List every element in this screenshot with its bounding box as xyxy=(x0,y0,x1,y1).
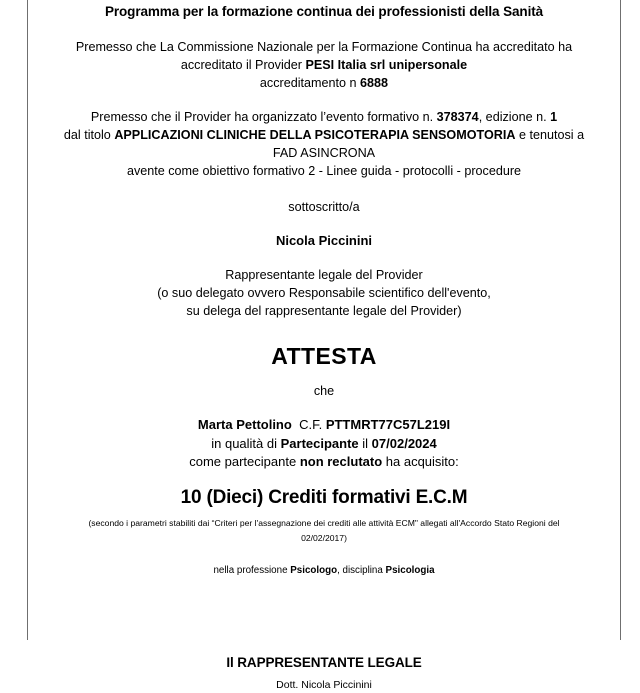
spacer xyxy=(34,92,614,108)
signer-role-line-2: (o suo delegato ovvero Responsabile scientifico dell'evento, xyxy=(157,286,491,300)
spacer xyxy=(34,578,614,636)
discipline-prefix: , disciplina xyxy=(337,564,386,576)
fiscal-code: PTTMRT77C57L219I xyxy=(325,417,451,432)
spacer xyxy=(34,370,614,382)
event-line-1 xyxy=(34,108,614,126)
quality-role: Partecipante xyxy=(280,435,359,451)
accreditation-line-1: Premesso che La Commissione Nazionale per la Formazione Continua ha accreditato ha xyxy=(75,40,573,54)
event-line-2 xyxy=(34,126,614,144)
event-number: 378374 xyxy=(436,110,479,124)
credits-fineprint xyxy=(34,516,614,546)
event-objective: avente come obiettivo formativo 2 - Linee guida - protocolli - procedure xyxy=(126,164,522,178)
certificate-content xyxy=(28,0,620,693)
credits-fineprint-line-1: (secondo i parametri stabiliti dai “Criteri per l'assegnazione dei crediti alle attività ECM" allegati all'Accordo Stato Regioni del xyxy=(88,517,560,528)
participant-quality-line xyxy=(34,435,614,454)
event-title-prefix: dal titolo xyxy=(63,128,115,142)
event-location: FAD ASINCRONA xyxy=(272,146,376,160)
signature-title: Il RAPPRESENTANTE LEGALE xyxy=(226,654,422,670)
participant-identity-line xyxy=(34,416,614,435)
profession-name: Psicologo xyxy=(290,564,338,576)
signer-role-block xyxy=(34,266,614,320)
recruitment-status: non reclutato xyxy=(299,454,383,469)
spacer xyxy=(34,546,614,564)
participant-block xyxy=(34,416,614,472)
signer-role-line-3: su delega del rappresentante legale del Provider) xyxy=(186,304,462,318)
event-edition-prefix: , edizione n. xyxy=(478,110,551,124)
event-paragraph xyxy=(34,108,614,180)
accreditation-line-3 xyxy=(34,74,614,92)
accreditation-number: 6888 xyxy=(360,76,389,90)
signer-role-line-1: Rappresentante legale del Provider xyxy=(225,268,423,282)
participant-name: Marta Pettolino xyxy=(197,417,292,432)
attestation-that-label: che xyxy=(313,384,335,398)
discipline-name: Psicologia xyxy=(385,564,435,576)
accreditation-provider-prefix: accreditato il Provider xyxy=(180,58,306,72)
fiscal-code-label: C.F. xyxy=(299,417,323,432)
participation-date: 07/02/2024 xyxy=(371,435,437,451)
status-prefix: come partecipante xyxy=(189,454,300,469)
spacer xyxy=(34,636,614,654)
accreditation-line-2 xyxy=(34,56,614,74)
document-title: Programma per la formazione continua dei professionisti della Sanità xyxy=(104,4,544,19)
signer-name: Nicola Piccinini xyxy=(275,233,373,248)
undersigned-label: sottoscritto/a xyxy=(288,200,360,214)
accreditation-number-prefix: accreditamento n xyxy=(259,76,361,90)
participant-status-line xyxy=(34,453,614,472)
spacer xyxy=(34,216,614,232)
spacer xyxy=(34,320,614,342)
profession-prefix: nella professione xyxy=(213,564,291,576)
event-edition-number: 1 xyxy=(550,110,558,124)
page-frame-rule-right xyxy=(620,0,621,640)
event-title: APPLICAZIONI CLINICHE DELLA PSICOTERAPIA SENSOMOTORIA xyxy=(114,128,516,142)
signature-name: Dott. Nicola Piccinini xyxy=(276,678,372,691)
spacer xyxy=(34,400,614,416)
event-number-prefix: Premesso che il Provider ha organizzato l’evento formativo n. xyxy=(90,110,437,124)
status-suffix: ha acquisito: xyxy=(382,454,459,469)
quality-prefix: in qualità di xyxy=(211,435,281,451)
attesta-heading: ATTESTA xyxy=(271,343,377,369)
spacer xyxy=(34,250,614,266)
spacer xyxy=(34,20,614,38)
credits-awarded: 10 (Dieci) Crediti formativi E.C.M xyxy=(180,486,468,508)
credits-fineprint-line-2: 02/02/2017) xyxy=(301,532,347,543)
profession-line xyxy=(34,564,614,578)
provider-name: PESI Italia srl unipersonale xyxy=(305,58,468,72)
accreditation-paragraph xyxy=(34,38,614,92)
spacer xyxy=(34,472,614,486)
quality-date-prefix: il xyxy=(358,435,372,451)
event-title-suffix: e tenutosi a xyxy=(515,128,585,142)
spacer xyxy=(34,180,614,198)
